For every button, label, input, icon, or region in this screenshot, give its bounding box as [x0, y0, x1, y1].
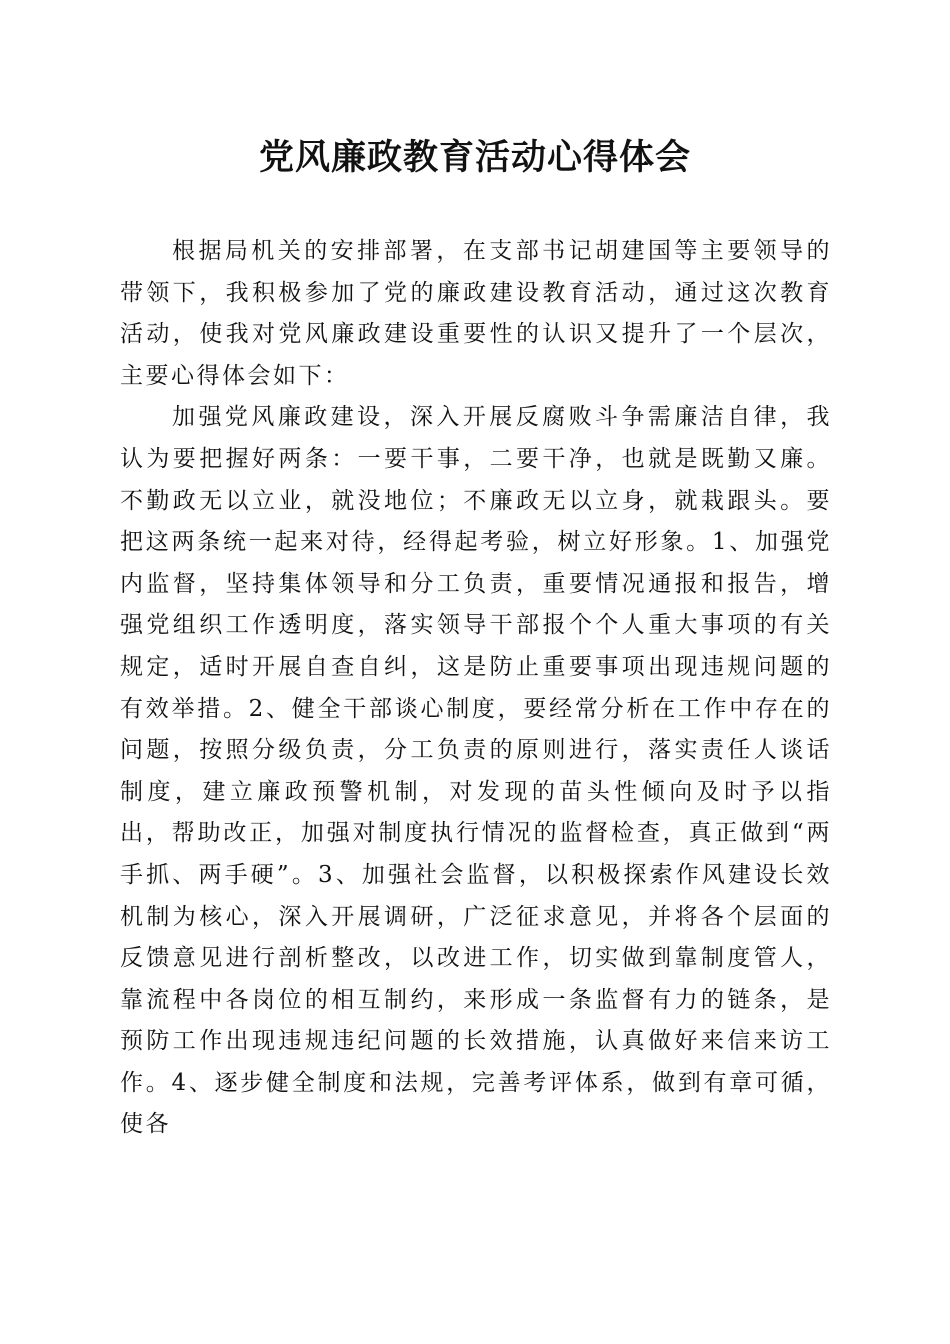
document-body [120, 231, 832, 1146]
paragraph-intro: 根据局机关的安排部署，在支部书记胡建国等主要领导的带领下，我积极参加了党的廉政建设教育活动，通过这次教育活动，使我对党风廉政建设重要性的认识又提升了一个层次，主要心得体会如下： [120, 238, 832, 389]
paragraph-main: 加强党风廉政建设，深入开展反腐败斗争需廉洁自律，我认为要把握好两条：一要干事，二要干净，也就是既勤又廉。不勤政无以立业，就没地位；不廉政无以立身，就栽跟头。要把这两条统一起来对待，经得起考验，树立好形象。1、加强党内监督，坚持集体领导和分工负责，重要情况通报和报告，增强党组织工作透明度，落实领导干部报个个人重大事项的有关规定，适时开展自查自纠，这是防止重要事项出现违规问题的有效举措。2、健全干部谈心制度，要经常分析在工作中存在的问题，按照分级负责，分工负责的原则进行，落实责任人谈话制度，建立廉政预警机制，对发现的苗头性倾向及时予以指出，帮助改正，加强对制度执行情况的监督检查，真正做到“两手抓、两手硬”。3、加强社会监督，以积极探索作风建设长效机制为核心，深入开展调研，广泛征求意见，并将各个层面的反馈意见进行剖析整改，以改进工作，切实做到靠制度管人，靠流程中各岗位的相互制约，来形成一条监督有力的链条，是预防工作出现违规违纪问题的长效措施，认真做好来信来访工作。4、逐步健全制度和法规，完善考评体系，做到有章可循，使各 [120, 404, 832, 1138]
document-title: 党风廉政教育活动心得体会 [258, 137, 691, 178]
